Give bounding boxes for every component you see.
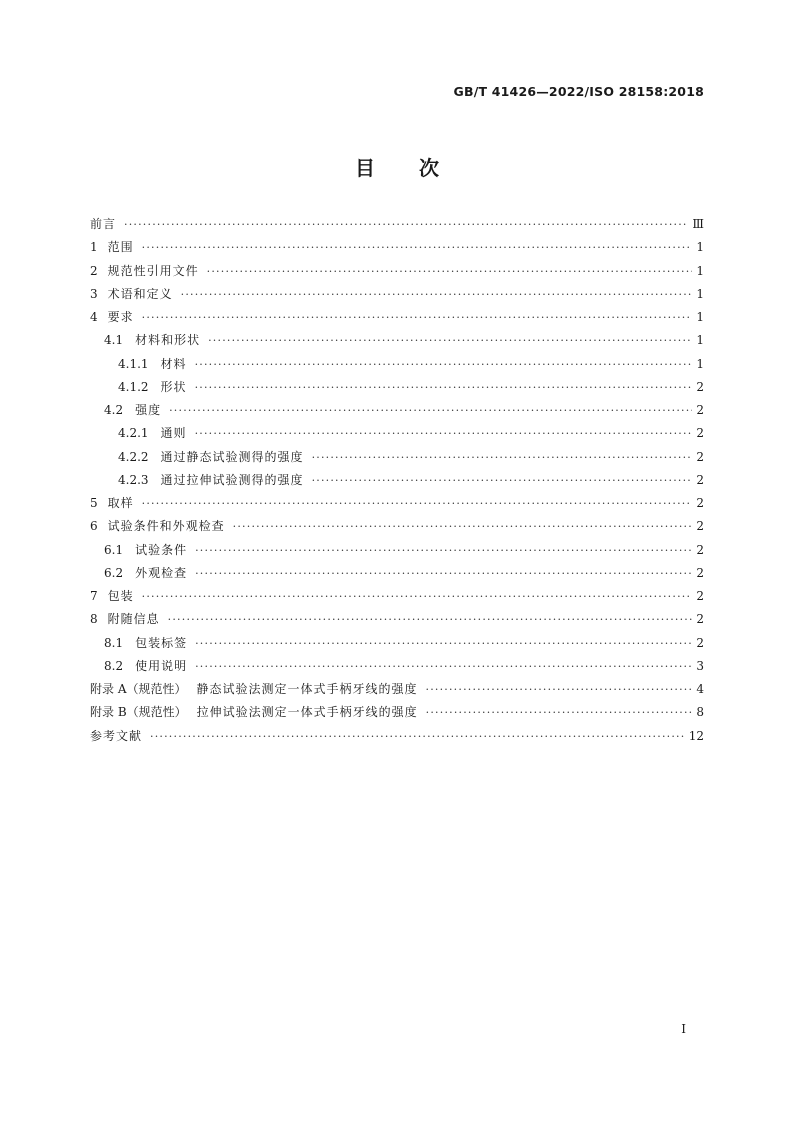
toc-entry-text: 静态试验法测定一体式手柄牙线的强度	[196, 682, 418, 696]
toc-entry-number: 6.1	[104, 542, 124, 557]
toc-entry[interactable]	[90, 215, 704, 238]
toc-dot-leader	[426, 706, 692, 719]
toc-entry-number: 4.1	[104, 333, 124, 348]
toc-entry-text: 术语和定义	[107, 286, 173, 301]
toc-entry-text: 试验条件和外观检查	[107, 519, 225, 534]
toc-entry-number: 4.1.2	[118, 379, 149, 394]
toc-entry-label	[90, 494, 134, 511]
toc-entry-number: 5	[90, 496, 98, 510]
toc-dot-leader	[142, 241, 692, 254]
toc-dot-leader	[195, 544, 692, 557]
toc-entry-page: 2	[696, 565, 704, 580]
toc-entry-number: 1	[90, 240, 98, 255]
toc-entry-text: 范围	[107, 240, 134, 255]
toc-entry-text: 材料	[160, 356, 187, 371]
toc-dot-leader	[142, 590, 692, 603]
toc-entry-number: 6.2	[104, 565, 124, 580]
toc-entry-page: 2	[696, 403, 704, 417]
toc-entry-number: 7	[90, 589, 98, 603]
toc-entry-page: 2	[696, 379, 704, 394]
toc-entry[interactable]	[90, 238, 704, 261]
toc-entry-label	[104, 657, 187, 674]
toc-entry-text: 规范性引用文件	[107, 263, 199, 278]
toc-dot-leader	[312, 451, 692, 464]
toc-entry-page: 2	[696, 472, 704, 487]
toc-dot-leader	[195, 660, 692, 673]
toc-entry-label	[90, 238, 134, 255]
toc-entry-label	[90, 262, 199, 279]
toc-entry-number: 6	[90, 519, 98, 534]
toc-entry-page: 1	[696, 263, 704, 278]
toc-entry[interactable]	[90, 634, 704, 657]
toc-dot-leader	[312, 474, 692, 487]
toc-entry-page: 2	[696, 426, 704, 441]
toc-entry-label	[104, 331, 200, 348]
toc-title	[0, 152, 794, 181]
toc-dot-leader	[195, 381, 692, 394]
toc-entry[interactable]	[90, 471, 704, 494]
toc-entry-number: 3	[90, 286, 98, 301]
toc-entry-label	[118, 471, 304, 488]
toc-entry-number: 8	[90, 612, 98, 627]
toc-entry-page: 1	[696, 286, 704, 301]
toc-entry[interactable]	[90, 541, 704, 564]
toc-entry-page: 12	[688, 728, 704, 743]
toc-entry-text: 参考文献	[90, 728, 143, 743]
toc-entry[interactable]	[90, 308, 704, 331]
toc-entry[interactable]	[90, 401, 704, 424]
toc-dot-leader	[195, 427, 692, 440]
toc-entry-number: 4.2.3	[118, 472, 149, 487]
toc-entry[interactable]	[90, 657, 704, 680]
toc-title-char-2: 次	[419, 156, 439, 180]
toc-entry[interactable]	[90, 262, 704, 285]
toc-entry[interactable]	[90, 448, 704, 471]
toc-entry-number: 2	[90, 263, 98, 278]
toc-entry-text: 取样	[107, 496, 134, 510]
toc-entry[interactable]	[90, 727, 704, 750]
toc-dot-leader	[142, 497, 692, 510]
toc-entry[interactable]	[90, 703, 704, 726]
toc-entry-number: 4.2	[104, 403, 124, 417]
toc-entry[interactable]	[90, 587, 704, 610]
toc-entry[interactable]	[90, 564, 704, 587]
toc-entry-label	[90, 703, 418, 720]
toc-entry-label	[90, 680, 418, 697]
toc-entry[interactable]	[90, 285, 704, 308]
toc-entry-label	[90, 610, 160, 627]
toc-dot-leader	[124, 218, 688, 231]
toc-entry-number: 4.2.2	[118, 449, 149, 464]
toc-entry-text: 形状	[160, 379, 187, 394]
toc-entry-page: 2	[696, 635, 704, 650]
toc-dot-leader	[426, 683, 693, 696]
table-of-contents	[90, 215, 704, 750]
toc-entry[interactable]	[90, 610, 704, 633]
toc-entry[interactable]	[90, 331, 704, 354]
toc-entry-page: 1	[696, 310, 704, 324]
toc-entry-label	[104, 541, 187, 558]
toc-entry-label	[90, 727, 142, 744]
toc-dot-leader	[208, 334, 692, 347]
page-number: I	[681, 1022, 686, 1036]
toc-entry-page: 2	[696, 496, 704, 510]
toc-entry-page: 1	[696, 356, 704, 371]
toc-entry-page: 2	[696, 542, 704, 557]
toc-dot-leader	[195, 637, 692, 650]
toc-entry[interactable]	[90, 494, 704, 517]
toc-entry-label	[90, 285, 173, 302]
standard-code-header	[454, 84, 704, 99]
toc-entry[interactable]	[90, 378, 704, 401]
toc-dot-leader	[195, 358, 692, 371]
toc-dot-leader	[181, 288, 692, 301]
toc-entry-label	[118, 448, 304, 465]
toc-entry-page: 4	[696, 682, 704, 696]
toc-dot-leader	[169, 404, 692, 417]
toc-entry-text: 试验条件	[135, 542, 188, 557]
toc-entry-text: 通则	[160, 426, 187, 441]
toc-entry-label	[104, 401, 161, 418]
toc-entry-number: 附录 A（规范性）	[90, 682, 187, 696]
toc-entry-text: 拉伸试验法测定一体式手柄牙线的强度	[196, 705, 418, 720]
toc-entry-text: 要求	[107, 310, 134, 324]
toc-entry-text: 包装标签	[135, 635, 188, 650]
toc-entry-label	[90, 587, 134, 604]
toc-entry-text: 使用说明	[135, 658, 188, 673]
toc-dot-leader	[142, 311, 692, 324]
toc-entry-label	[118, 424, 187, 441]
toc-entry-number: 4.2.1	[118, 426, 149, 441]
toc-title-char-1: 目	[355, 156, 375, 180]
toc-entry-text: 通过静态试验测得的强度	[160, 449, 304, 464]
toc-entry-page: 2	[696, 612, 704, 627]
toc-dot-leader	[207, 265, 692, 278]
toc-entry-page: 1	[696, 240, 704, 255]
toc-entry-text: 强度	[135, 403, 162, 417]
toc-entry-number: 附录 B（规范性）	[90, 705, 187, 720]
toc-entry-text: 材料和形状	[135, 333, 201, 348]
toc-entry-label	[90, 308, 134, 325]
toc-entry-number: 4	[90, 310, 98, 324]
toc-entry-page: Ⅲ	[692, 217, 704, 231]
toc-entry-page: 2	[696, 519, 704, 534]
toc-entry-page: 8	[696, 705, 704, 720]
toc-entry-page: 1	[696, 333, 704, 348]
toc-entry-label	[118, 378, 187, 395]
toc-entry-number: 8.1	[104, 635, 124, 650]
toc-entry[interactable]	[90, 355, 704, 378]
toc-entry-number: 4.1.1	[118, 356, 149, 371]
toc-entry-text: 附随信息	[107, 612, 160, 627]
toc-entry-label	[118, 355, 187, 372]
toc-entry-page: 2	[696, 449, 704, 464]
toc-entry-label	[104, 564, 187, 581]
toc-entry-text: 包装	[107, 589, 134, 603]
toc-dot-leader	[233, 520, 692, 533]
toc-dot-leader	[168, 613, 692, 626]
toc-dot-leader	[195, 567, 692, 580]
toc-entry-label	[104, 634, 187, 651]
toc-dot-leader	[150, 730, 685, 743]
toc-entry-page: 2	[696, 589, 704, 603]
toc-entry-text: 外观检查	[135, 565, 188, 580]
toc-entry[interactable]	[90, 517, 704, 540]
toc-entry-text: 通过拉伸试验测得的强度	[160, 472, 304, 487]
toc-entry-text: 前言	[90, 217, 117, 231]
toc-entry-label	[90, 215, 116, 232]
toc-entry-label	[90, 517, 225, 534]
standard-code: GB/T 41426—2022/ISO 28158:2018	[453, 84, 704, 99]
toc-entry[interactable]	[90, 680, 704, 703]
toc-entry[interactable]	[90, 424, 704, 447]
toc-entry-page: 3	[696, 658, 704, 673]
toc-entry-number: 8.2	[104, 658, 124, 673]
